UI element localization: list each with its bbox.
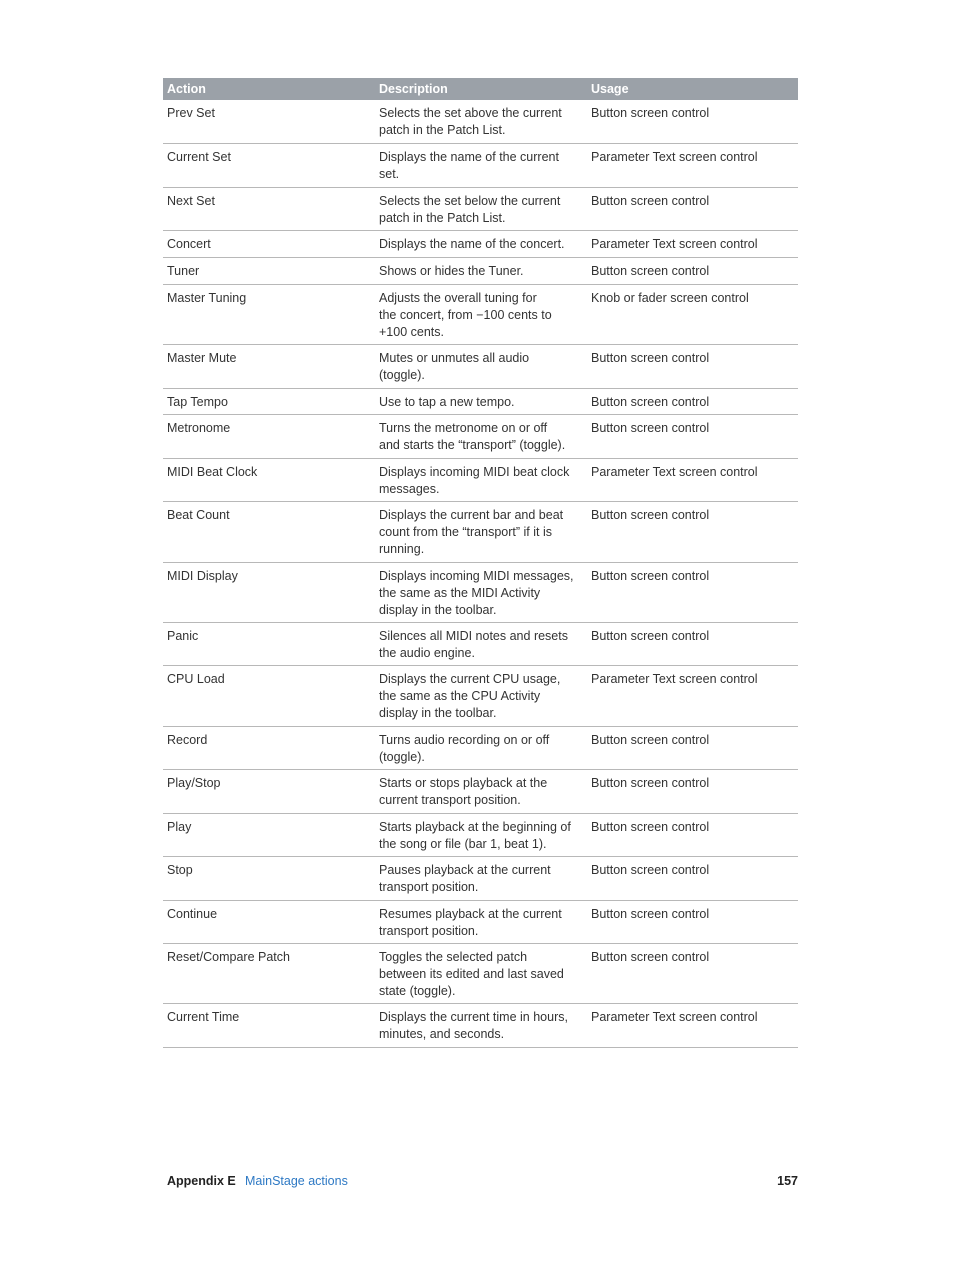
cell-action: Reset/Compare Patch bbox=[167, 950, 290, 964]
cell-action: Panic bbox=[167, 629, 199, 643]
cell-description: Starts or stops playback at the current transport position. bbox=[379, 776, 548, 807]
cell-action: Current Time bbox=[167, 1010, 240, 1024]
cell-usage: Parameter Text screen control bbox=[591, 237, 758, 251]
cell-description: Turns audio recording on or off (toggle). bbox=[379, 733, 550, 764]
table-row bbox=[163, 231, 798, 258]
table-row bbox=[163, 100, 798, 144]
table-row bbox=[163, 258, 798, 285]
cell-usage: Button screen control bbox=[591, 106, 710, 120]
cell-action: Play/Stop bbox=[167, 776, 221, 790]
cell-action: Tap Tempo bbox=[167, 395, 228, 409]
cell-description: Adjusts the overall tuning for the concert, from −100 cents to +100 cents. bbox=[379, 291, 552, 339]
cell-usage: Button screen control bbox=[591, 395, 710, 409]
cell-action: Master Mute bbox=[167, 351, 237, 365]
table-row bbox=[163, 502, 798, 563]
cell-usage: Parameter Text screen control bbox=[591, 672, 758, 686]
cell-usage: Button screen control bbox=[591, 421, 710, 435]
cell-usage: Parameter Text screen control bbox=[591, 465, 758, 479]
cell-usage: Button screen control bbox=[591, 950, 710, 964]
cell-usage: Button screen control bbox=[591, 776, 710, 790]
cell-action: Current Set bbox=[167, 150, 231, 164]
cell-action: Next Set bbox=[167, 194, 215, 208]
cell-usage: Button screen control bbox=[591, 508, 710, 522]
table-row bbox=[163, 459, 798, 502]
cell-description: Displays the name of the concert. bbox=[379, 237, 565, 251]
cell-usage: Button screen control bbox=[591, 733, 710, 747]
table-row bbox=[163, 1004, 798, 1048]
cell-description: Selects the set above the current patch in the Patch List. bbox=[379, 106, 562, 137]
table-header bbox=[163, 78, 798, 100]
cell-action: CPU Load bbox=[167, 672, 225, 686]
page-footer bbox=[167, 1174, 798, 1192]
cell-usage: Parameter Text screen control bbox=[591, 1010, 758, 1024]
cell-description: Displays incoming MIDI beat clock messages. bbox=[379, 465, 570, 496]
cell-action: Prev Set bbox=[167, 106, 215, 120]
cell-description: Mutes or unmutes all audio (toggle). bbox=[379, 351, 530, 382]
cell-description: Displays incoming MIDI messages, the same as the MIDI Activity display in the toolbar. bbox=[379, 569, 574, 617]
cell-action: Concert bbox=[167, 237, 211, 251]
table-row bbox=[163, 944, 798, 1004]
table-row bbox=[163, 144, 798, 188]
cell-action: Play bbox=[167, 820, 192, 834]
table-row bbox=[163, 563, 798, 623]
page-number: 157 bbox=[777, 1174, 798, 1188]
table-row bbox=[163, 901, 798, 944]
table-body bbox=[163, 100, 798, 1048]
table-row bbox=[163, 623, 798, 666]
cell-description: Pauses playback at the current transport position. bbox=[379, 863, 551, 894]
cell-usage: Button screen control bbox=[591, 351, 710, 365]
actions-table bbox=[163, 78, 798, 1048]
cell-description: Turns the metronome on or off and starts the “transport” (toggle). bbox=[379, 421, 566, 452]
cell-usage: Button screen control bbox=[591, 820, 710, 834]
table-row bbox=[163, 727, 798, 770]
cell-description: Displays the current time in hours, minutes, and seconds. bbox=[379, 1010, 568, 1041]
table-row bbox=[163, 389, 798, 415]
cell-usage: Parameter Text screen control bbox=[591, 150, 758, 164]
cell-usage: Button screen control bbox=[591, 264, 710, 278]
table-row bbox=[163, 345, 798, 389]
table-row bbox=[163, 188, 798, 231]
cell-action: Beat Count bbox=[167, 508, 230, 522]
header-description: Description bbox=[379, 82, 448, 96]
cell-description: Silences all MIDI notes and resets the audio engine. bbox=[379, 629, 568, 660]
cell-description: Use to tap a new tempo. bbox=[379, 395, 515, 409]
cell-action: Stop bbox=[167, 863, 193, 877]
cell-usage: Button screen control bbox=[591, 569, 710, 583]
cell-description: Displays the current CPU usage, the same as the CPU Activity display in the toolbar. bbox=[379, 672, 561, 720]
table-row bbox=[163, 814, 798, 857]
cell-action: Metronome bbox=[167, 421, 231, 435]
cell-action: Continue bbox=[167, 907, 218, 921]
cell-action: Master Tuning bbox=[167, 291, 247, 305]
cell-description: Shows or hides the Tuner. bbox=[379, 264, 524, 278]
cell-usage: Button screen control bbox=[591, 629, 710, 643]
table-row bbox=[163, 415, 798, 459]
cell-action: MIDI Display bbox=[167, 569, 238, 583]
table-row bbox=[163, 285, 798, 345]
cell-usage: Button screen control bbox=[591, 907, 710, 921]
cell-description: Starts playback at the beginning of the song or file (bar 1, beat 1). bbox=[379, 820, 571, 851]
cell-action: Record bbox=[167, 733, 208, 747]
footer-appendix: Appendix E bbox=[167, 1174, 236, 1188]
cell-description: Displays the name of the current set. bbox=[379, 150, 559, 181]
table-row bbox=[163, 857, 798, 901]
cell-usage: Knob or fader screen control bbox=[591, 291, 749, 305]
cell-description: Selects the set below the current patch in the Patch List. bbox=[379, 194, 561, 225]
table-row bbox=[163, 666, 798, 727]
cell-action: MIDI Beat Clock bbox=[167, 465, 258, 479]
cell-description: Displays the current bar and beat count from the “transport” if it is running. bbox=[379, 508, 564, 556]
header-usage: Usage bbox=[591, 82, 629, 96]
cell-description: Toggles the selected patch between its edited and last saved state (toggle). bbox=[379, 950, 564, 998]
cell-description: Resumes playback at the current transport position. bbox=[379, 907, 562, 938]
cell-action: Tuner bbox=[167, 264, 200, 278]
header-action: Action bbox=[167, 82, 206, 96]
cell-usage: Button screen control bbox=[591, 194, 710, 208]
cell-usage: Button screen control bbox=[591, 863, 710, 877]
table-row bbox=[163, 770, 798, 814]
footer-chapter-link[interactable]: MainStage actions bbox=[245, 1174, 348, 1188]
